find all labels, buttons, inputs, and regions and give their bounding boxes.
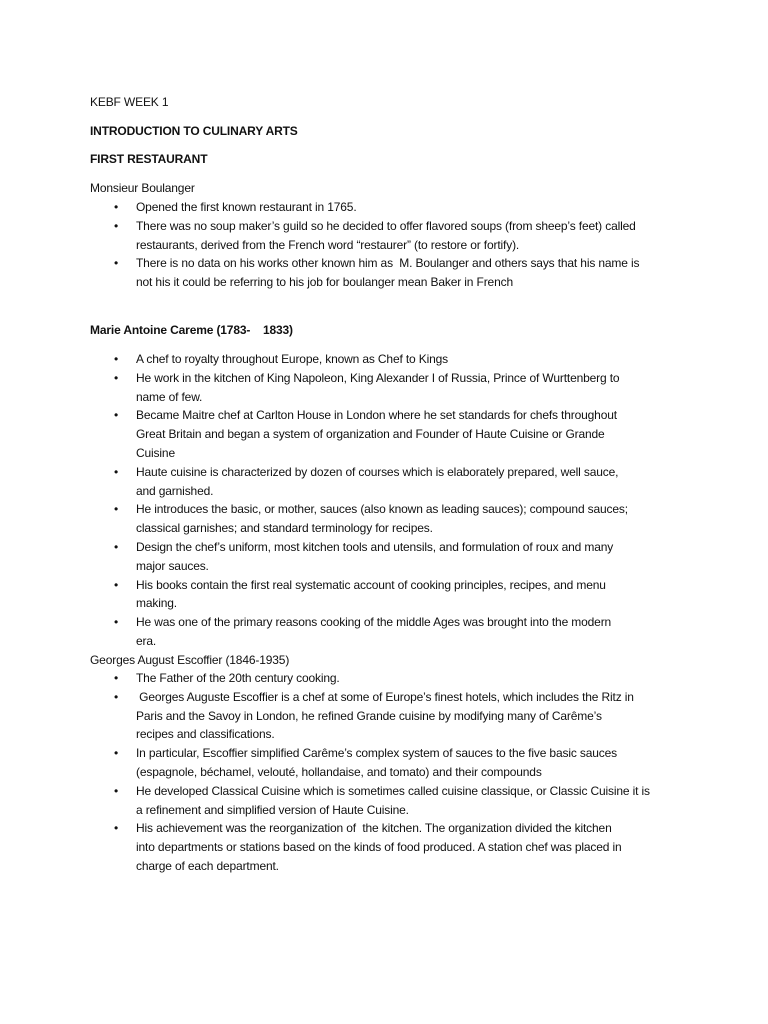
bullet-text-line: (espagnole, béchamel, velouté, hollandaise, and tomato) and their compounds [136, 764, 542, 779]
bullet-text-line: into departments or stations based on the kinds of food produced. A station chef was placed in [136, 840, 622, 855]
boulanger-bullet-list [90, 198, 639, 292]
section-heading: FIRST RESTAURANT [90, 152, 208, 166]
bullet-item [90, 406, 628, 462]
document-title: INTRODUCTION TO CULINARY ARTS [90, 124, 298, 138]
bullet-item [90, 782, 650, 820]
bullet-item [90, 198, 639, 217]
bullet-text-line: charge of each department. [136, 858, 279, 873]
boulanger-heading: Monsieur Boulanger [90, 181, 195, 195]
bullet-text-line: major sauces. [136, 558, 209, 573]
bullet-text-line: classical garnishes; and standard terminology for recipes. [136, 521, 433, 536]
bullet-text-line: Great Britain and began a system of organization and Founder of Haute Cuisine or Grande [136, 427, 605, 442]
bullet-text-line: name of few. [136, 389, 203, 404]
bullet-text-line: • He work in the kitchen of King Napoleon, King Alexander I of Russia, Prince of Wurttenberg to [136, 370, 620, 385]
bullet-text-line: restaurants, derived from the French word “restaurer” (to restore or fortify). [136, 237, 520, 252]
escoffier-bullet-list [90, 669, 650, 876]
bullet-item [90, 350, 628, 369]
bullet-text-line: recipes and classifications. [136, 727, 275, 742]
bullet-text-line: • Became Maitre chef at Carlton House in London where he set standards for chefs throughout [136, 408, 617, 423]
bullet-text-line: • The Father of the 20th century cooking. [136, 671, 340, 685]
bullet-text-line: • A chef to royalty throughout Europe, known as Chef to Kings [136, 352, 449, 366]
bullet-text-line: • His books contain the first real systematic account of cooking principles, recipes, and menu [136, 577, 606, 592]
bullet-text-line: • Opened the first known restaurant in 1765. [136, 200, 357, 214]
bullet-text-line: • Design the chef’s uniform, most kitchen tools and utensils, and formulation of roux and many [136, 539, 614, 554]
escoffier-heading: Georges August Escoffier (1846-1935) [90, 653, 290, 667]
document-header: KEBF WEEK 1 [90, 95, 169, 109]
bullet-text-line: • He was one of the primary reasons cooking of the middle Ages was brought into the modern [136, 615, 612, 630]
bullet-text-line: • There was no soup maker’s guild so he decided to offer flavored soups (from sheep’s feet) called [136, 218, 636, 233]
bullet-text-line: • Georges Auguste Escoffier is a chef at some of Europe’s finest hotels, which includes the Ritz in [136, 689, 634, 704]
bullet-text-line: Paris and the Savoy in London, he refined Grande cuisine by modifying many of Carême’s [136, 708, 602, 723]
bullet-item [90, 217, 639, 255]
bullet-item [90, 576, 628, 614]
bullet-item [90, 669, 650, 688]
bullet-item [90, 369, 628, 407]
bullet-text-line: • His achievement was the reorganization of the kitchen. The organization divided the kitchen [136, 821, 612, 836]
bullet-item [90, 688, 650, 744]
bullet-text-line: era. [136, 633, 157, 648]
bullet-item [90, 463, 628, 501]
bullet-text-line: not his it could be referring to his job for boulanger mean Baker in French [136, 275, 513, 290]
bullet-text-line: • Haute cuisine is characterized by dozen of courses which is elaborately prepared, well sauce, [136, 464, 619, 479]
bullet-item [90, 613, 628, 651]
bullet-item [90, 744, 650, 782]
careme-bullet-list [90, 350, 628, 651]
bullet-item [90, 819, 650, 875]
bullet-text-line: • In particular, Escoffier simplified Carême’s complex system of sauces to the five basic sauces [136, 746, 618, 761]
bullet-text-line: • He developed Classical Cuisine which is sometimes called cuisine classique, or Classic Cuisine it is [136, 783, 650, 798]
bullet-text-line: a refinement and simplified version of Haute Cuisine. [136, 802, 409, 817]
bullet-item [90, 500, 628, 538]
bullet-text-line: • He introduces the basic, or mother, sauces (also known as leading sauces); compound sauces; [136, 502, 628, 517]
bullet-text-line: • There is no data on his works other known him as M. Boulanger and others says that his name is [136, 256, 640, 271]
bullet-item [90, 254, 639, 292]
bullet-text-line: Cuisine [136, 445, 175, 460]
bullet-item [90, 538, 628, 576]
bullet-text-line: and garnished. [136, 483, 214, 498]
bullet-text-line: making. [136, 596, 177, 611]
careme-heading: Marie Antoine Careme (1783- 1833) [90, 323, 293, 337]
